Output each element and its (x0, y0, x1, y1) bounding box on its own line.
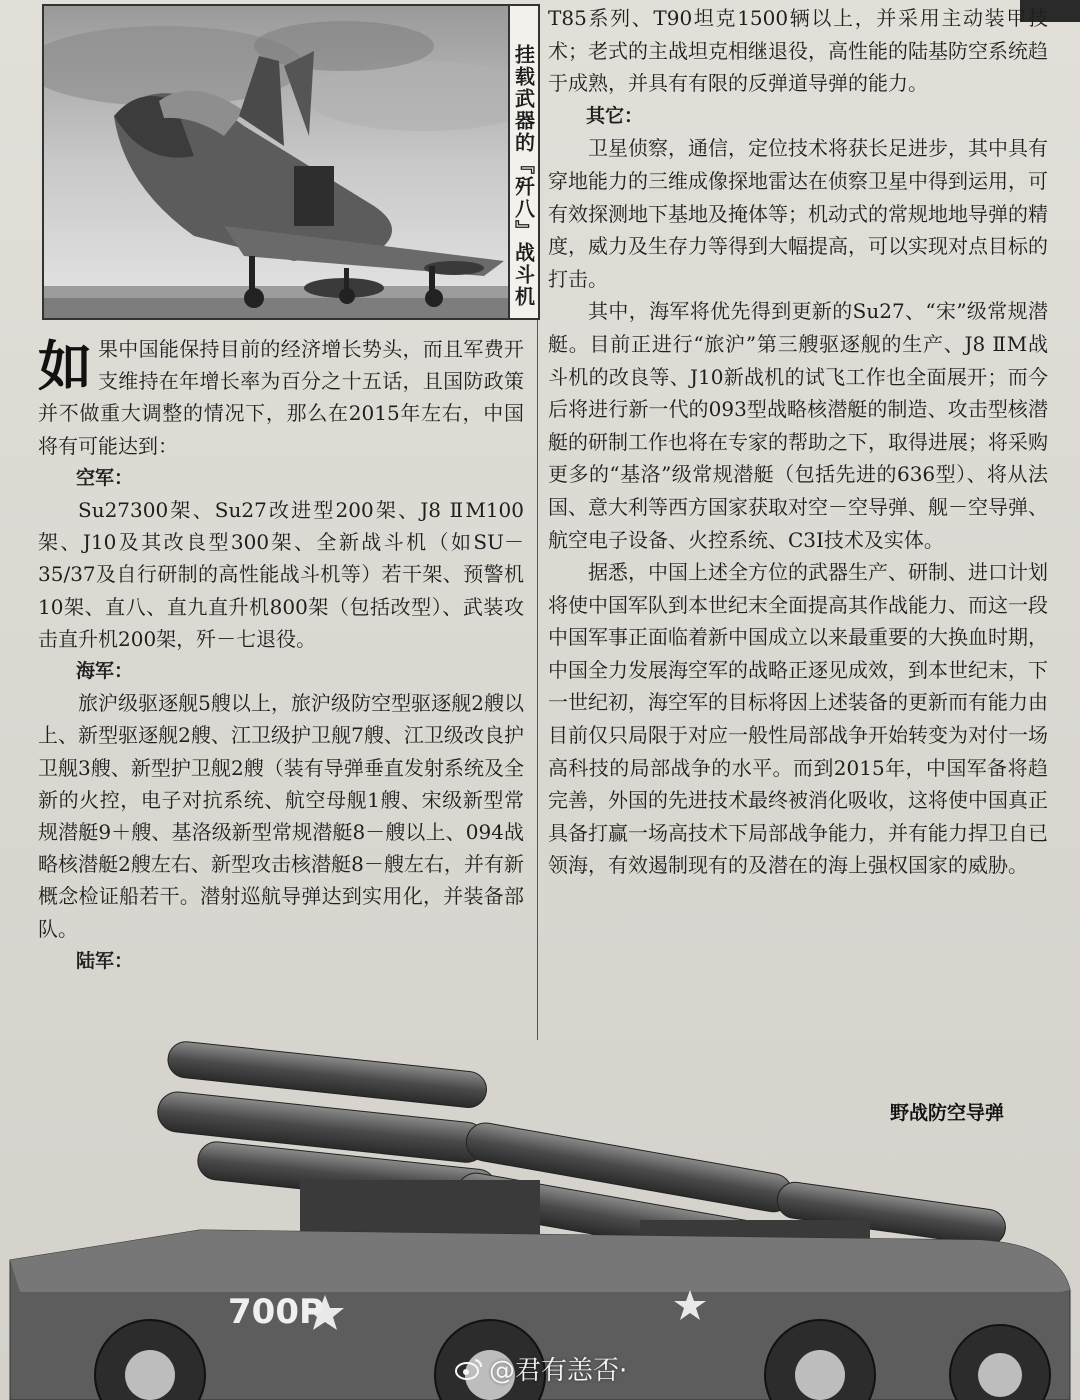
intro-paragraph (38, 333, 524, 462)
column-divider (537, 320, 538, 1040)
left-column (38, 333, 524, 977)
missile-launcher-caption: 野战防空导弹 (890, 1102, 1005, 1124)
vehicle-number: 700P (228, 1292, 324, 1332)
navy-text: 旅沪级驱逐舰5艘以上，旅沪级防空型驱逐舰2艘以上、新型驱逐舰2艘、江卫级护卫舰7艘、江卫级改良护卫舰3艘、新型护卫舰2艘（装有导弹垂直发射系统及全新的火控，电子对抗系统、航空母舰1艘、宋级新型常规潜艇9＋艘、基洛级新型常规潜艇8－艘以上、094战略核潜艇2艘左右、新型攻击核潜艇8－艘左右，并有新概念检证船若干。潜射巡航导弹达到实用化，并装备部队。 (38, 691, 524, 941)
weibo-watermark (455, 1350, 627, 1387)
navy-plans-paragraph: 其中，海军将优先得到更新的Su27、“宋”级常规潜艇。目前正进行“旅沪”第三艘驱逐舰的生产、J8 ⅡM战斗机的改良等、J10新战机的试飞工作也全面展开；而今后将进行新一代的093型战略核潜艇的制造、攻击型核潜艇的研制工作也将在专家的帮助之下，取得进展；将采购更多的“基洛”级常规潜艇（包括先进的636型）、将从法国、意大利等西方国家获取对空－空导弹、舰－空导弹、航空电子设备、火控系统、C3I技术及实体。 (548, 299, 1048, 552)
navy-heading: 海军： (76, 660, 134, 683)
fighter-jet-photo (42, 4, 510, 320)
other-text: 卫星侦察，通信，定位技术将获长足进步，其中具有穿地能力的三维成像探地雷达在侦察卫星中得到运用，可有效探测地下基地及掩体等；机动式的常规地地导弹的精度，威力及生存力等得到大幅提高，可以实现对点目标的打击。 (548, 136, 1048, 291)
dropcap: 如 (38, 335, 92, 398)
right-column (548, 2, 1048, 882)
air-force-text: Su27300架、Su27改进型200架、J8 ⅡM100架、J10及其改良型300架、全新战斗机（如SU－35/37及自行研制的高性能战斗机等）若干架、预警机10架、直八、直九直升机800架（包括改型）、武装攻击直升机200架，歼－七退役。 (38, 498, 524, 651)
intro-text: 果中国能保持目前的经济增长势头，而且军费开支维持在年增长率为百分之十五话，且国防政策并不做重大调整的情况下，那么在2015年左右，中国将有可能达到： (38, 337, 524, 458)
watermark-text: @君有恙否· (489, 1356, 628, 1386)
summary-paragraph: 据悉，中国上述全方位的武器生产、研制、进口计划将使中国军队到本世纪末全面提高其作战能力、而这一段中国军事正面临着新中国成立以来最重要的大换血时期，中国全力发展海空军的战略正逐见成效，到本世纪末，下一世纪初，海空军的目标将因上述装备的更新而有能力由目前仅只局限于对应一般性局部战争开始转变为对付一场高科技的局部战争的水平。而到2015年，中国军备将趋完善，外国的先进技术最终被消化吸收，这将使中国真正具备打赢一场高技术下局部战争能力，并有能力捍卫自已领海，有效遏制现有的及潜在的海上强权国家的威胁。 (548, 560, 1048, 878)
weibo-icon (455, 1357, 483, 1381)
air-force-heading: 空军： (76, 466, 134, 489)
other-heading: 其它： (586, 104, 644, 127)
missile-launcher-illustration (0, 1030, 1080, 1400)
army-heading: 陆军： (76, 949, 134, 972)
army-continued-text: T85系列、T90坦克1500辆以上，并采用主动装甲技术；老式的主战坦克相继退役，高性能的陆基防空系统趋于成熟，并具有有限的反弹道导弹的能力。 (548, 6, 1048, 96)
fighter-jet-illustration (44, 6, 508, 318)
missile-launcher-photo (0, 1030, 1080, 1400)
fighter-jet-caption: 挂载武器的『歼八』战斗机 (510, 4, 540, 320)
